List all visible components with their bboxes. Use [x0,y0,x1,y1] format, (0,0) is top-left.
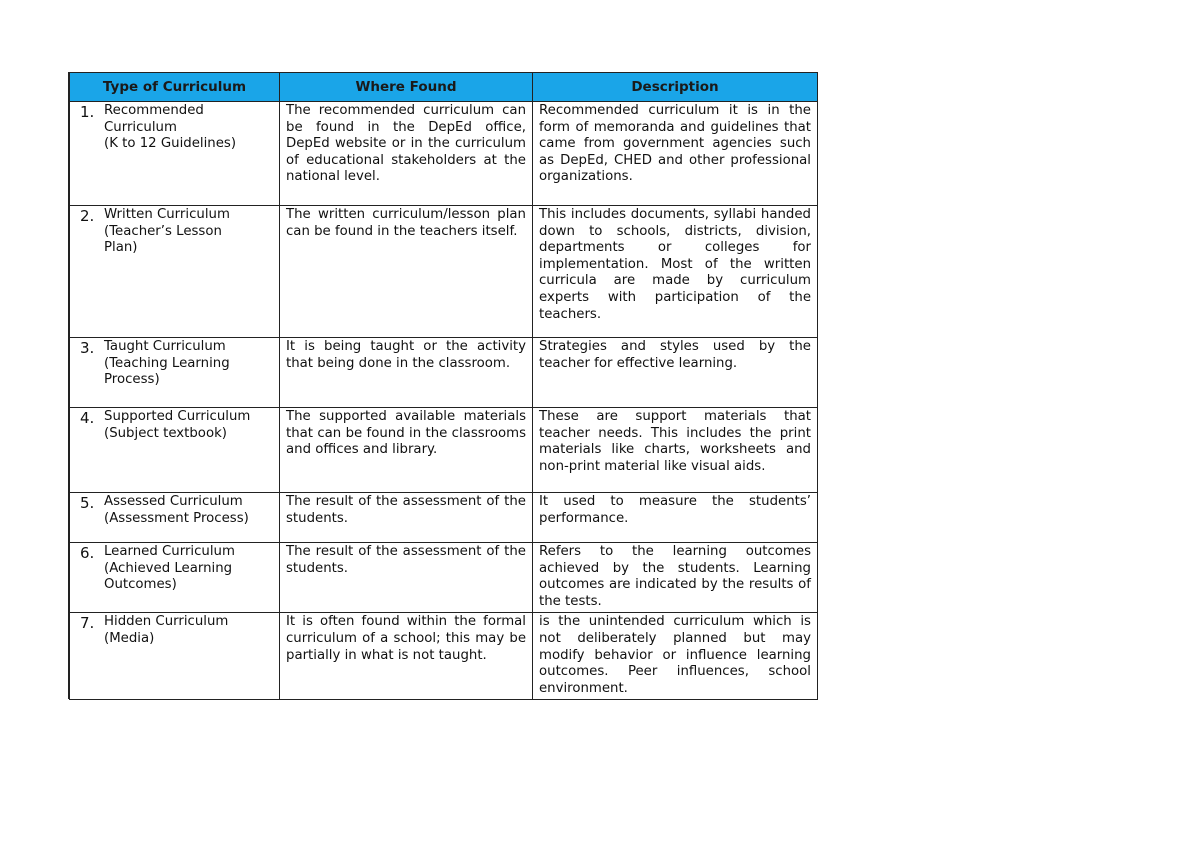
table-row [70,408,818,493]
where-found-cell [280,408,533,493]
type-cell [70,493,280,543]
type-line: Recommended [104,103,204,118]
description-text: Recommended curriculum it is in the form of memoranda and guidelines that came from government agencies such as DepEd, CHED and other professional organizations. [539,103,811,185]
curriculum-table [69,72,818,700]
table-header-row [70,73,818,102]
where-found-text: The recommended curriculum can be found in the DepEd office, DepEd website or in the curriculum of educational stakeholders at the national level. [286,103,526,185]
type-line: Hidden Curriculum [104,614,229,630]
where-found-cell [280,543,533,613]
where-found-text: The written curriculum/lesson plan can be found in the teachers itself. [286,207,526,239]
type-line: Plan) [104,240,138,256]
type-line: Curriculum [104,119,177,135]
description-text: These are support materials that teacher needs. This includes the print materials like charts, worksheets and non-print material like visual aids. [539,409,811,474]
where-found-text: The result of the assessment of the students. [286,494,526,526]
row-number: 4. [80,409,95,427]
type-cell [70,338,280,408]
type-line: Written Curriculum [104,207,230,222]
description-text: is the unintended curriculum which is not deliberately planned but may modify behavior or influence learning outcomes. Peer influences, school environment. [539,614,811,696]
where-found-cell [280,206,533,338]
table-row [70,206,818,338]
where-found-text: It is being taught or the activity that being done in the classroom. [286,339,526,371]
where-found-cell [280,338,533,408]
table-row [70,102,818,206]
type-cell [70,613,280,700]
row-number: 5. [80,494,95,512]
row-number: 1. [80,103,95,121]
type-cell [70,102,280,206]
type-line: Learned Curriculum [104,544,235,559]
type-line: (Media) [104,630,155,646]
where-found-cell [280,613,533,700]
header-where-found: Where Found [280,73,533,102]
description-cell [533,408,818,493]
type-line: Outcomes) [104,577,177,593]
type-line: (Assessment Process) [104,510,249,526]
where-found-text: The result of the assessment of the students. [286,544,526,576]
description-text: This includes documents, syllabi handed down to schools, districts, division, departments or colleges for implementation. Most of the written curricula are made by curriculum experts with participation of the teachers. [539,207,811,322]
header-type-of-curriculum: Type of Curriculum [70,73,280,102]
description-cell [533,102,818,206]
type-line: Process) [104,372,160,388]
header-description: Description [533,73,818,102]
row-number: 2. [80,207,95,225]
type-line: (Teacher’s Lesson [104,223,222,239]
where-found-text: It is often found within the formal curriculum of a school; this may be partially in what is not taught. [286,614,526,663]
table-row [70,543,818,613]
where-found-cell [280,493,533,543]
type-line: (Achieved Learning [104,560,233,576]
type-line: Assessed Curriculum [104,494,243,509]
row-number: 3. [80,339,95,357]
table-row [70,338,818,408]
description-cell [533,206,818,338]
description-cell [533,493,818,543]
where-found-text: The supported available materials that can be found in the classrooms and offices and library. [286,409,526,458]
type-line: (K to 12 Guidelines) [104,136,237,152]
type-cell [70,206,280,338]
where-found-cell [280,102,533,206]
type-cell [70,408,280,493]
type-line: Taught Curriculum [104,339,226,354]
description-cell [533,338,818,408]
type-cell [70,543,280,613]
description-text: Strategies and styles used by the teacher for effective learning. [539,339,811,371]
table-row [70,613,818,700]
type-line: Supported Curriculum [104,409,251,424]
row-number: 6. [80,544,95,562]
description-text: It used to measure the students’ performance. [539,494,811,526]
table-row [70,493,818,543]
description-text: Refers to the learning outcomes achieved by the students. Learning outcomes are indicated by the results of the tests. [539,544,811,609]
description-cell [533,613,818,700]
type-line: (Subject textbook) [104,425,227,441]
type-line: (Teaching Learning [104,355,230,371]
row-number: 7. [80,614,95,633]
description-cell [533,543,818,613]
